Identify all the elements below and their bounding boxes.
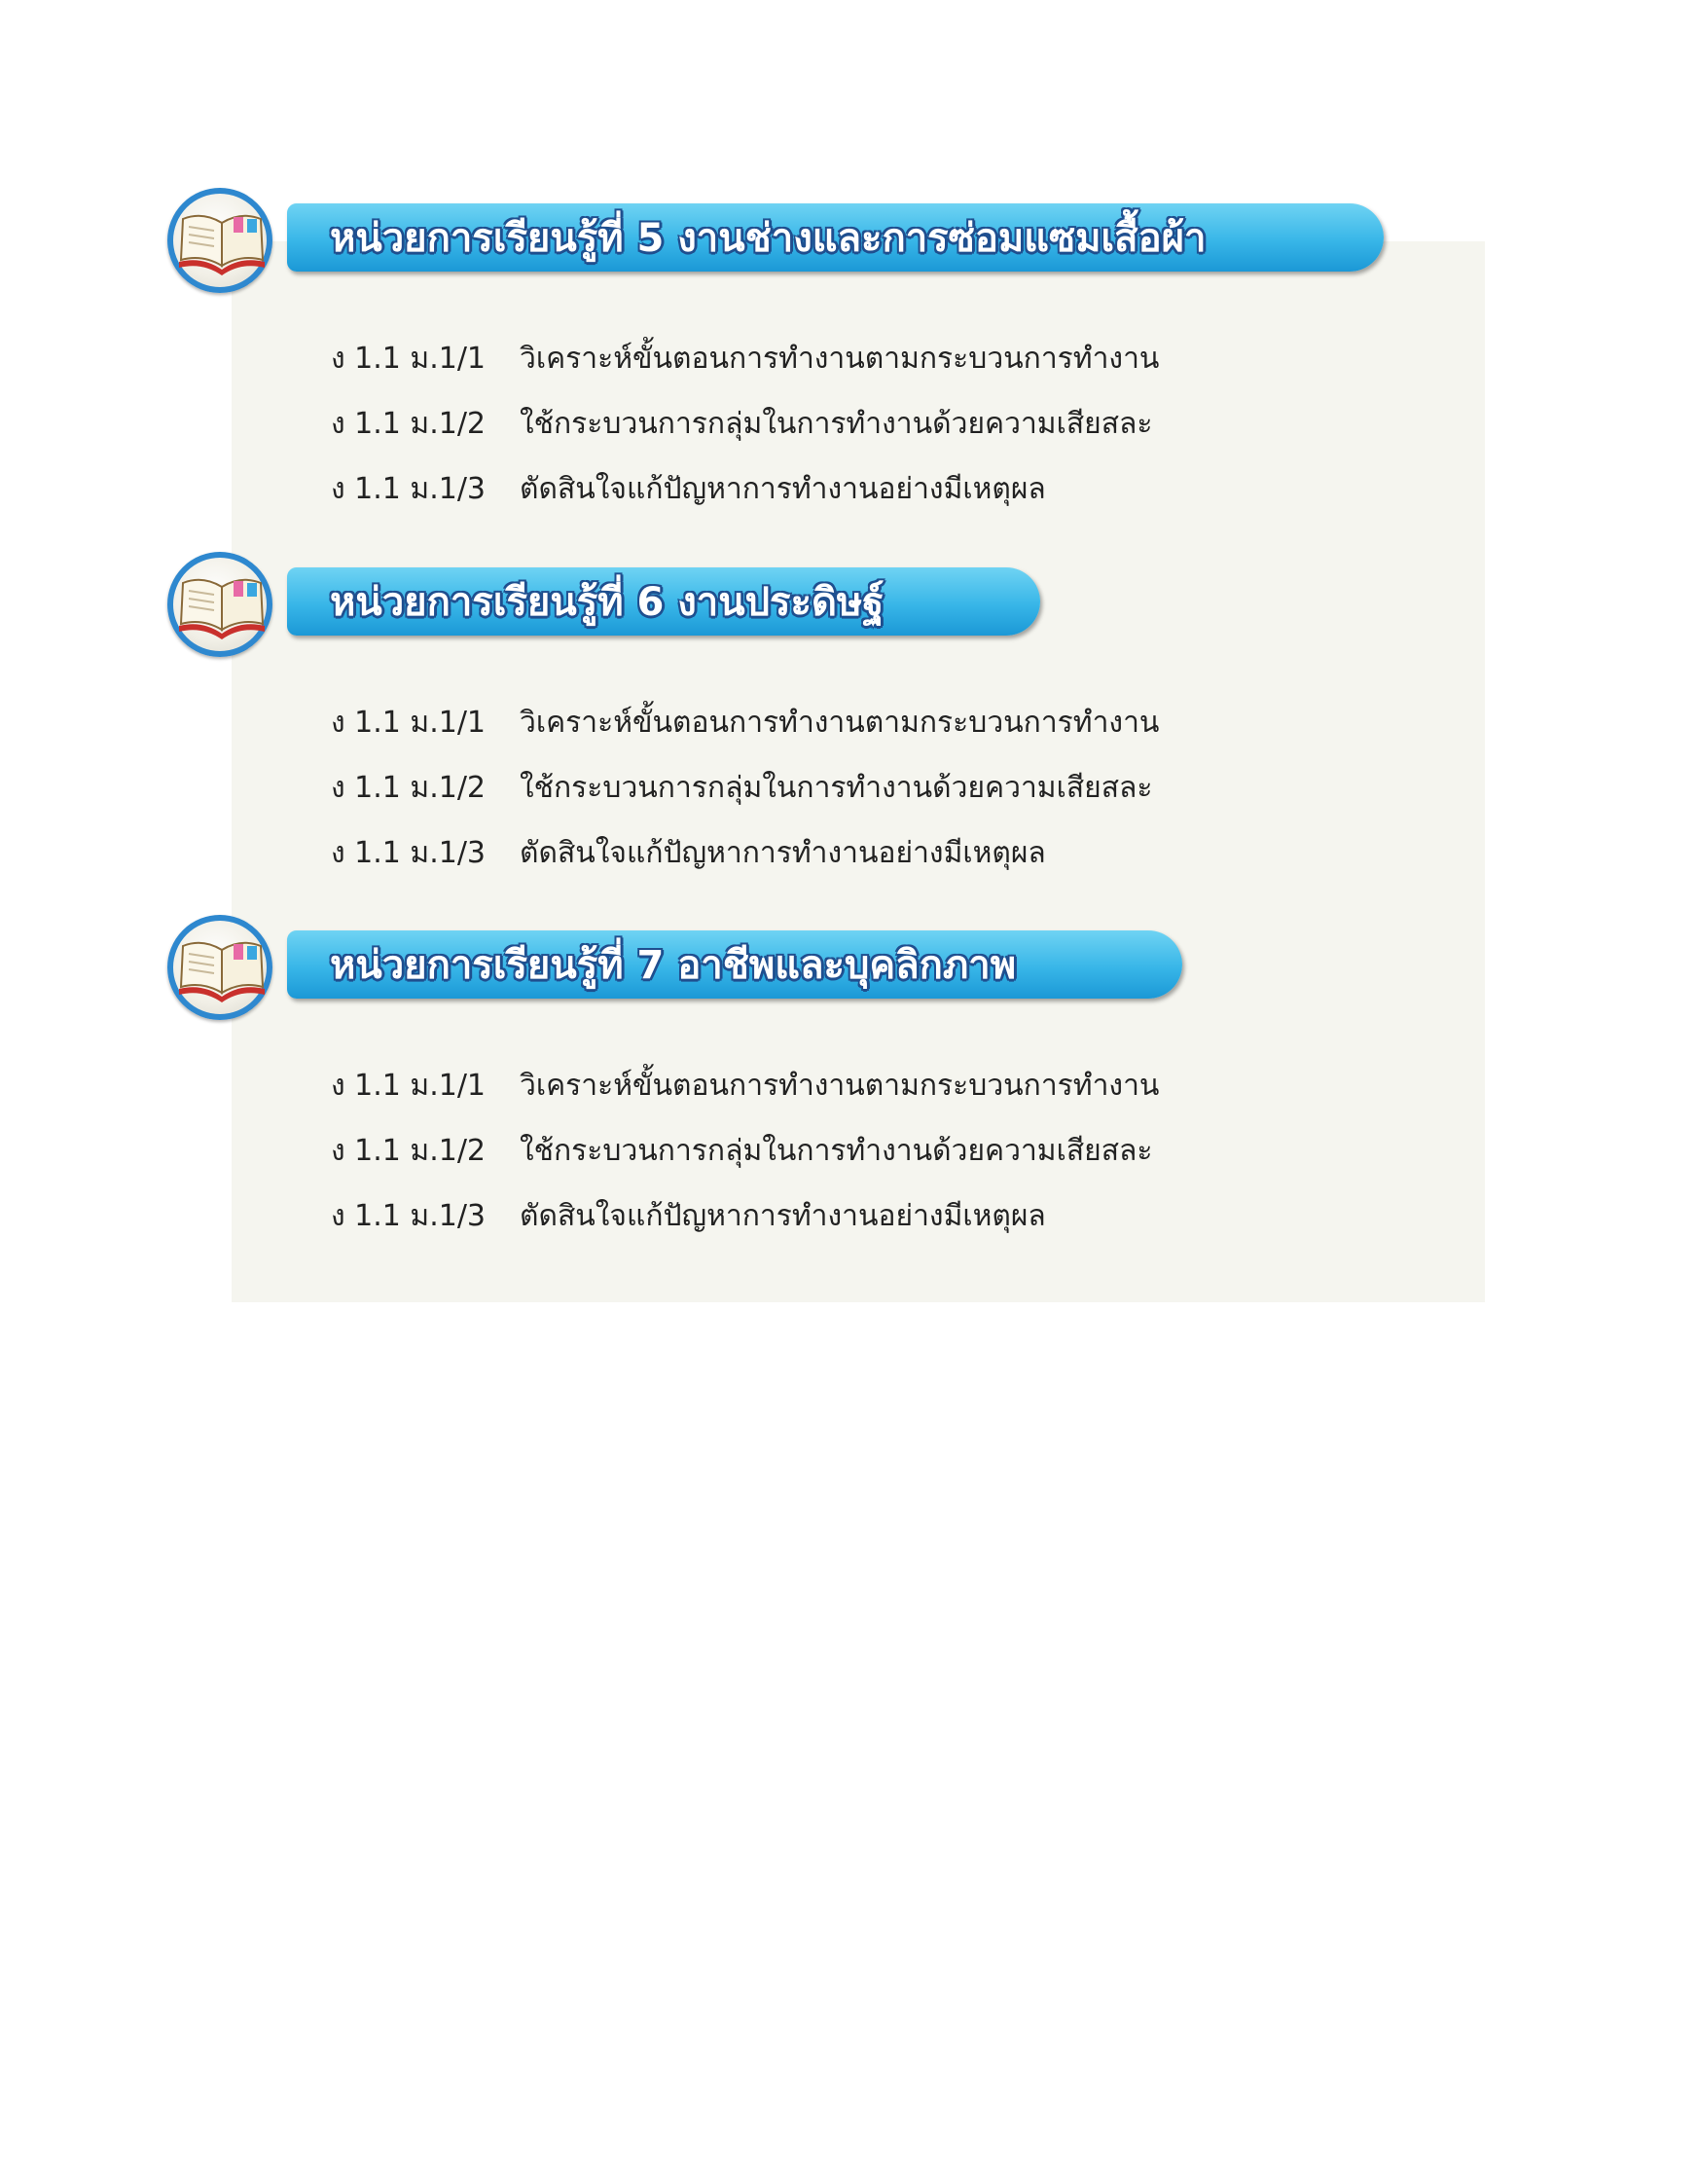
list-item — [331, 1053, 1159, 1118]
indicator-code: ง 1.1 ม.1/2 — [331, 771, 487, 805]
learning-unit-7 — [163, 915, 1428, 1233]
indicator-text: ตัดสินใจแก้ปัญหาการทำงานอย่างมีเหตุผล — [520, 472, 1046, 506]
indicator-code: ง 1.1 ม.1/3 — [331, 472, 487, 506]
learning-unit-6 — [163, 552, 1428, 870]
unit-title: หน่วยการเรียนรู้ที่ 5 งานช่างและการซ่อมแซมเสื้อผ้า — [330, 216, 1207, 261]
list-item — [331, 820, 1159, 886]
open-book-icon — [167, 188, 272, 293]
unit-title: หน่วยการเรียนรู้ที่ 6 งานประดิษฐ์ — [330, 580, 885, 625]
learning-unit-5 — [163, 188, 1428, 506]
list-item — [331, 690, 1159, 755]
indicator-code: ง 1.1 ม.1/2 — [331, 407, 487, 441]
indicator-text: วิเคราะห์ขั้นตอนการทำงานตามกระบวนการทำงาน — [520, 706, 1160, 740]
indicator-code: ง 1.1 ม.1/2 — [331, 1134, 487, 1168]
unit-header — [163, 552, 1428, 659]
unit-title-banner — [287, 567, 1040, 636]
indicator-code: ง 1.1 ม.1/1 — [331, 706, 487, 740]
unit-title: หน่วยการเรียนรู้ที่ 7 อาชีพและบุคลิกภาพ — [330, 943, 1017, 988]
indicator-text: ตัดสินใจแก้ปัญหาการทำงานอย่างมีเหตุผล — [520, 1199, 1046, 1233]
unit-title-banner — [287, 930, 1182, 999]
indicator-text: ใช้กระบวนการกลุ่มในการทำงานด้วยความเสียสละ — [520, 1134, 1153, 1168]
list-item — [331, 1118, 1159, 1183]
list-item — [331, 456, 1159, 522]
indicator-text: วิเคราะห์ขั้นตอนการทำงานตามกระบวนการทำงาน — [520, 342, 1160, 376]
indicator-text: วิเคราะห์ขั้นตอนการทำงานตามกระบวนการทำงาน — [520, 1069, 1160, 1103]
indicator-text: ตัดสินใจแก้ปัญหาการทำงานอย่างมีเหตุผล — [520, 836, 1046, 870]
indicator-code: ง 1.1 ม.1/1 — [331, 342, 487, 376]
indicator-list — [331, 1053, 1159, 1249]
unit-header — [163, 188, 1428, 295]
indicator-text: ใช้กระบวนการกลุ่มในการทำงานด้วยความเสียสละ — [520, 407, 1153, 441]
list-item — [331, 326, 1159, 391]
list-item — [331, 755, 1159, 820]
list-item — [331, 391, 1159, 456]
open-book-icon — [167, 915, 272, 1020]
unit-header — [163, 915, 1428, 1022]
list-item — [331, 1183, 1159, 1249]
indicator-code: ง 1.1 ม.1/1 — [331, 1069, 487, 1103]
indicator-code: ง 1.1 ม.1/3 — [331, 836, 487, 870]
unit-title-banner — [287, 203, 1384, 272]
indicator-list — [331, 326, 1159, 522]
indicator-list — [331, 690, 1159, 886]
open-book-icon — [167, 552, 272, 657]
indicator-code: ง 1.1 ม.1/3 — [331, 1199, 487, 1233]
indicator-text: ใช้กระบวนการกลุ่มในการทำงานด้วยความเสียสละ — [520, 771, 1153, 805]
